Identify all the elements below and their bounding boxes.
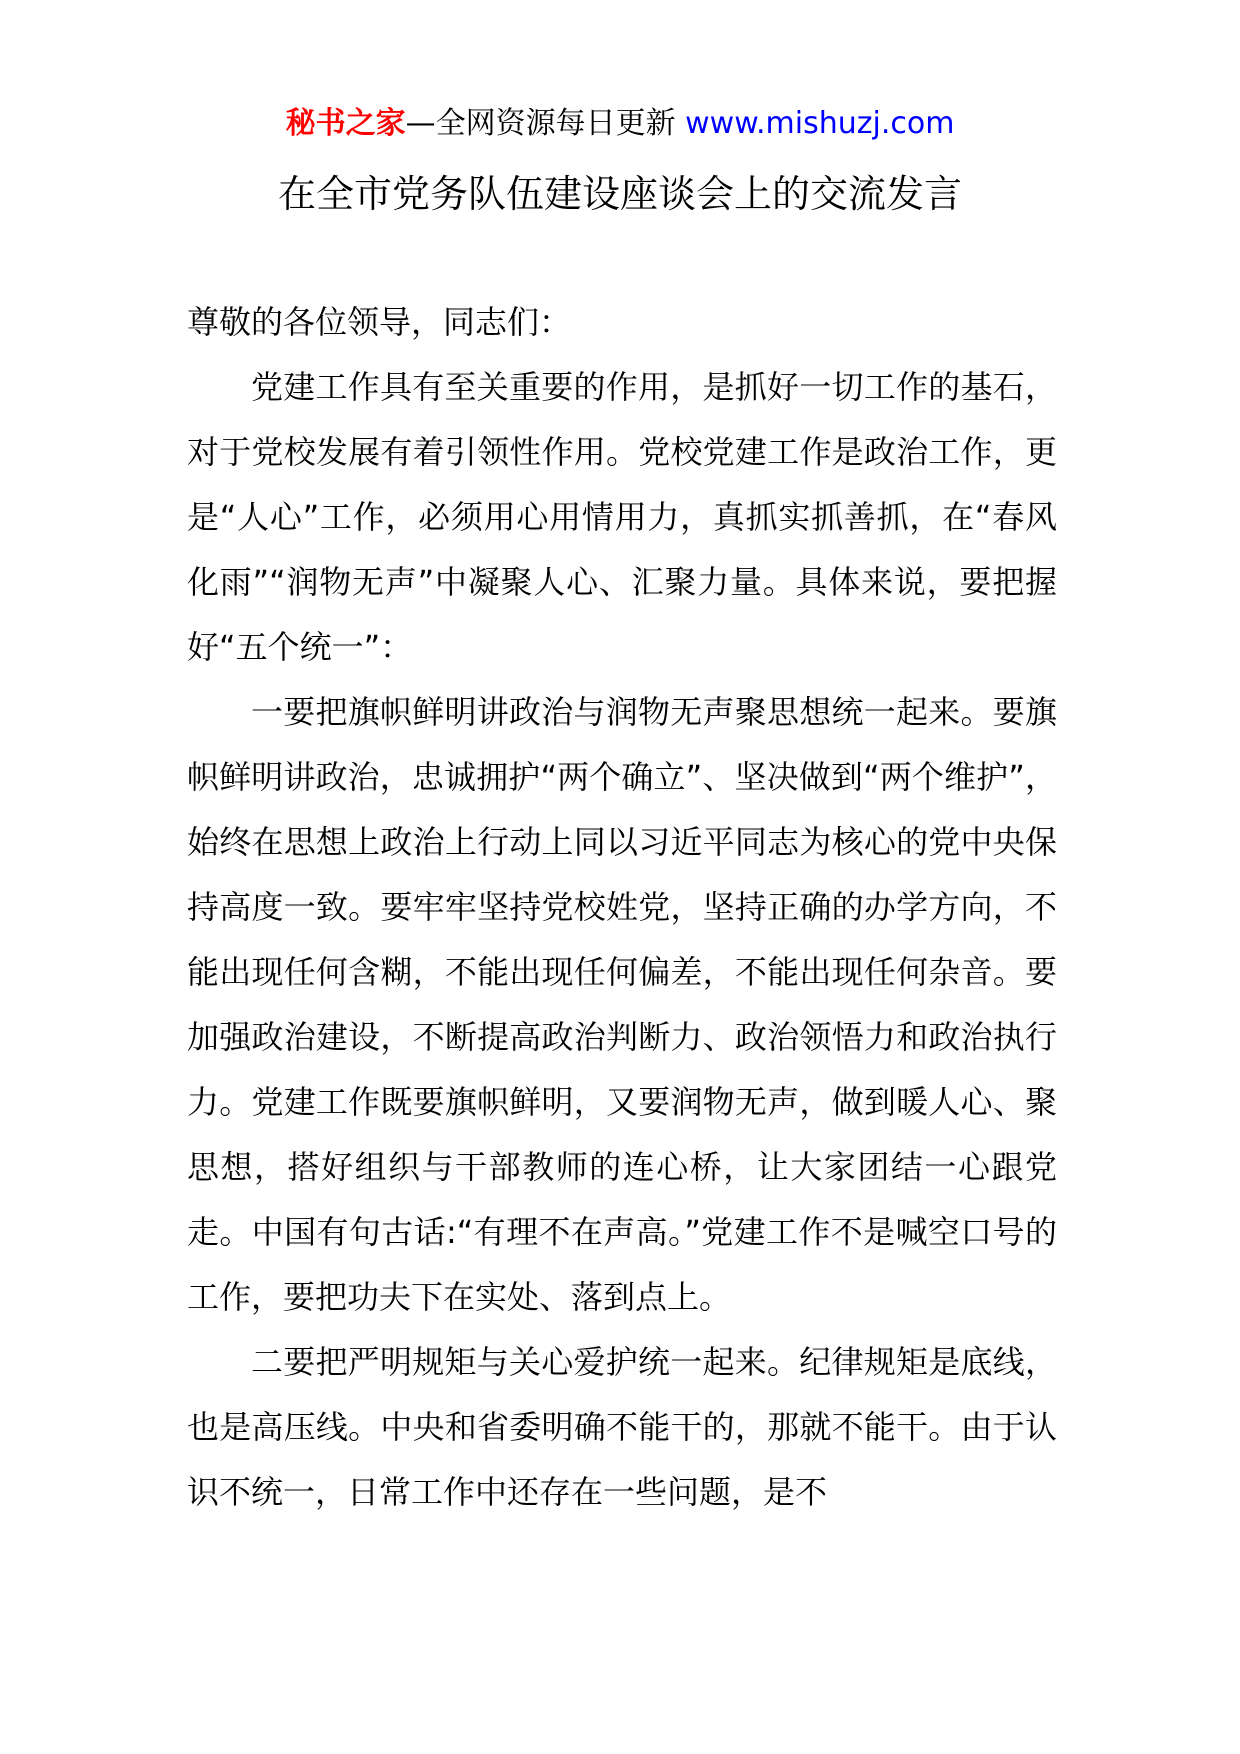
brand-name: 秘书之家 <box>285 106 406 141</box>
paragraph-intro: 党建工作具有至关重要的作用，是抓好一切工作的基石，对于党校发展有着引领性作用。党校党建工作是政治工作，更是“人心”工作，必须用心用情用力，真抓实抓善抓，在“春风化雨”“润物无声”中凝聚人心、汇聚力量。具体来说，要把握好“五个统一”： <box>187 368 1057 666</box>
document-body <box>187 290 1057 1525</box>
paragraph-point-one: 一要把旗帜鲜明讲政治与润物无声聚思想统一起来。要旗帜鲜明讲政治，忠诚拥护“两个确立”、坚决做到“两个维护”，始终在思想上政治上行动上同以习近平同志为核心的党中央保持高度一致。要牢牢坚持党校姓党，坚持正确的办学方向，不能出现任何含糊，不能出现任何偏差，不能出现任何杂音。要加强政治建设，不断提高政治判断力、政治领悟力和政治执行力。党建工作既要旗帜鲜明，又要润物无声，做到暖人心、聚思想，搭好组织与干部教师的连心桥，让大家团结一心跟党走。中国有句古话:“有理不在声高。”党建工作不是喊空口号的工作，要把功夫下在实处、落到点上。 <box>187 693 1057 1316</box>
site-header <box>0 102 1240 146</box>
document-title: 在全市党务队伍建设座谈会上的交流发言 <box>277 172 962 216</box>
paragraph-point-two: 二要把严明规矩与关心爱护统一起来。纪律规矩是底线，也是高压线。中央和省委明确不能干的，那就不能干。由于认识不统一，日常工作中还存在一些问题，是不 <box>187 1343 1057 1511</box>
site-tagline: —全网资源每日更新 <box>405 106 686 141</box>
site-url-link[interactable]: www.mishuzj.com <box>685 106 955 141</box>
salutation: 尊敬的各位领导，同志们： <box>187 303 572 341</box>
